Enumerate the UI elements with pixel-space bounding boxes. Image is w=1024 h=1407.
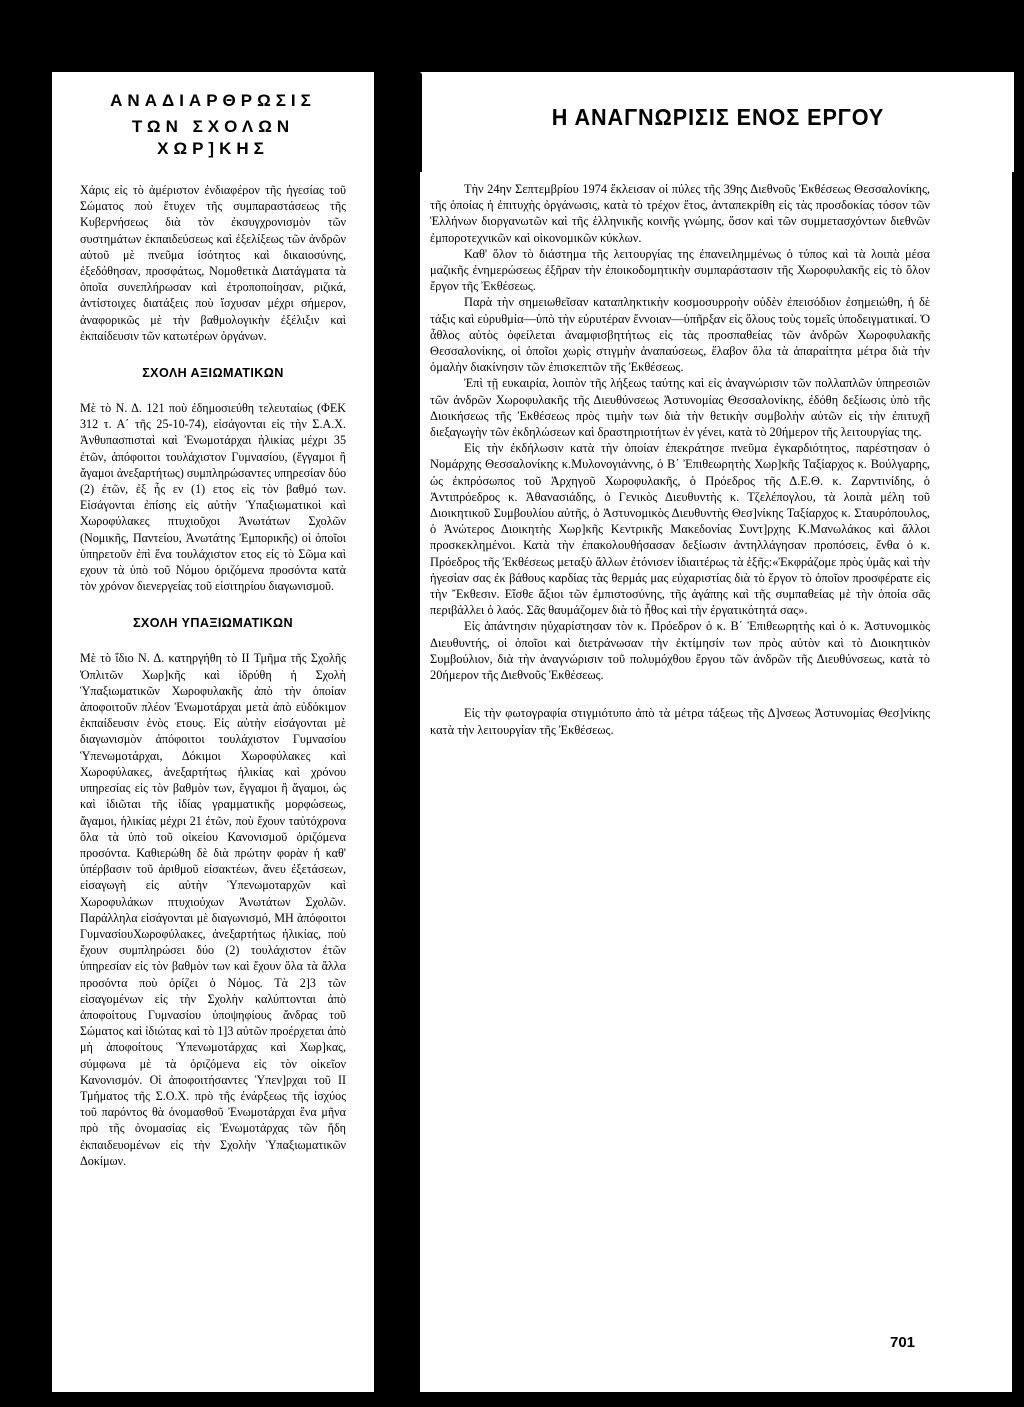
article-paragraph: Ἐπὶ τῇ ευκαιρία, λοιπὸν τῆς λήξεως ταύτης καὶ εἰς ἀναγνώρισιν τῶν πολλαπλῶν ὑπηρεσιῶν τῶν ἀνδρῶν Χωροφυλακῆς τῆς Διευθύνσεως Ἀστυνομίας Θεσσαλονίκης, ἐδόθη δεξίωσις ὑπὸ τῆς Διοικήσεως τῆς Ἐκθέσεως πρὸς τιμὴν των διὰ τὴν θετικὴν συμβολὴν αὐτῶν εἰς τὴν ἐπιτυχῆ διεξαγωγὴν τῶν ἐκδηλώσεων καὶ δραστηριοτήτων ἐν γένει, κατὰ τὸ 20ήμερον τῆς λειτουργίας της. [430,376,930,440]
article-body [430,181,930,738]
heading-nco-school: ΣΧΟΛΗ ΥΠΑΞΙΩΜΑΤΙΚΩΝ [132,616,294,631]
article-paragraph: Εἰς τὴν ἐκδήλωσιν κατὰ τὴν ὁποίαν ἐπεκράτησε πνεῦμα ἐγκαρδιότητος, παρέστησαν ὁ Νομάρχης Θεσσαλονίκης κ.Μυλονογιάννης, ὁ Β΄ Ἐπιθεωρητὴς Χωρ]κῆς Ταξίαρχος κ. Βούλγαρης, ὡς ἐκπρόσωπος τοῦ Ἀρχηγοῦ Χωροφυλακῆς, ὁ Πρόεδρος τῆς Δ.Ε.Θ. κ. Ζαρντινίδης, ὁ Ἀντιπρόεδρος κ. Ἀθανασιάδης, ὁ Γενικὸς Διευθυντὴς κ. Τζελέπογλου, τὰ λοιπὰ μέλη τοῦ Διοικητικοῦ Συμβουλίου αὐτῆς, ὁ Ἀστυνομικὸς Διευθυντὴς Θεσ]νίκης Ταξίαρχος κ. Σταυρόπουλος, ὁ Ἀνώτερος Διοικητὴς Χωρ]κῆς Κεντρικῆς Μακεδονίας Συντ]ρχης Κ.Μανωλάκος καὶ ἄλλοι προσκεκλημένοι. Κατὰ τὴν ἐπακολουθήσασαν δεξίωσιν ἀντηλλάγησαν προπόσεις, ἔνθα ὁ κ. Πρόεδρος τῆς Ἐκθέσεως μεταξὺ ἄλλων ἐτόνισεν ἰδιαιτέρως τὰ ἑξῆς:«Ἐκφράζομε πρὸς ὑμᾶς καὶ τὴν ἡγεσίαν σας ἐκ βάθους καρδίας τὰς θερμάς μας εὐχαριστίας διὰ τὸ ἔργον τὸ ὁποῖον προσφέρατε εἰς τὴν Ἔκθεσιν. Εἴσθε ἄξιοι τῶν ἐμπιστοσύνης, τῆς ἀγάπης καὶ τῆς συμπαθείας μὲ τὴν ὁποία σᾶς περιβάλλει ὁ λαός. Σᾶς θαυμάζομεν διὰ τὸ ἦθος καὶ τὴν ἐργατικότητά σας». [430,441,930,618]
article-paragraph: Καθ' ὅλον τὸ διάστημα τῆς λειτουργίας της ἐπανειλημμένως ὁ τύπος καὶ τὰ λοιπὰ μέσα μαζικῆς ἐνημερώσεως ἐξῆραν τὴν ἐποικοδομητικὴν συμπαράστασιν τῆς Χωροφυλακῆς εἰς τὸ ὅλον ἔργον τῆς Ἐκθέσεως. [430,246,930,294]
article-paragraph: Τὴν 24ην Σεπτεμβρίου 1974 ἔκλεισαν οἱ πύλες τῆς 39ης Διεθνοῦς Ἐκθέσεως Θεσσαλονίκης, τῆς ὁποίας ἡ ἐπιτυχὴς ὀργάνωσις, κατὰ τὸ τρέχον ἔτος, ἀνταπεκρίθη εἰς τὰς προσδοκίας τόσον τῶν Ἑλλήνων διοργανωτῶν καὶ τῆς ἑλληνικῆς κοινῆς γνώμης, ὅσον καὶ τῶν συμμετασχόντων διεθνῶν ἐμποροτεχνικῶν καὶ οἰκονομικῶν κύκλων. [430,182,930,245]
heading-officers-school: ΣΧΟΛΗ ΑΞΙΩΜΑΤΙΚΩΝ [142,366,284,381]
article-title-box [420,72,1014,172]
left-intro-paragraph: Χάρις εἰς τὸ ἀμέριστον ἐνδιαφέρον τῆς ἡγεσίας τοῦ Σώματος ποὺ ἔτυχεν τῆς συμπαραστάσεως τῆς Κυβερνήσεως διὰ τὸν ἐκσυγχρονισμὸν τῶν συστημάτων ἐκπαιδεύσεως καὶ ἐξελίξεως τῶν ἀνδρῶν αὐτοῦ μὲ πνεῦμα ἰσότητος καὶ δικαιοσύνης, ἐξεδόθησαν, προσφάτως, Νομοθετικὰ Διατάγματα τὰ ὁποῖα συνεπλήρωσαν καὶ ἐτροποποίησαν, ριζικά, ἀντίστοιχες διατάξεις ποὺ ἴσχυσαν μέχρι σήμερον, ἀναφορικῶς μὲ τὴν βαθμολογικὴν ἐξέλιξιν καὶ ἐκπαίδευσιν τῶν κατωτέρων ὀργάνων. [80,183,346,343]
nco-school-paragraph: Μὲ τὸ ἴδιο Ν. Δ. κατηργήθη τὸ ΙΙ Τμῆμα τῆς Σχολῆς Ὁπλιτῶν Χωρ]κῆς καὶ ἱδρύθη ἡ Σχολὴ Ὑπαξιωματικῶν Χωροφυλακῆς ἀπὸ τὴν ὁποίαν ἀποφοιτοῦν πλέον Ἐνωμοτάρχαι μετὰ ἀπὸ εὐδόκιμον ἐκπαίδευσιν ἑνὸς ετους. Εἰς αὐτὴν εἰσάγονται μὲ διαγωνισμὸν ἀπόφοιτοι τουλάχιστον Γυμνασίου Ὑπενωμοτάρχαι, Δόκιμοι Χωροφύλακες καὶ Χωροφύλακες, ἀνεξαρτήτως ἡλικίας καὶ χρόνου υπηρεσίας εἰς τὸν βαθμὸν των, ἔγγαμοι ἢ ἄγαμοι, ὡς καὶ ἰδιῶται τῆς ἰδίας γραμματικῆς μορφώσεως, ἄγαμοι, ἡλικίας μέχρι 21 ἐτῶν, ποὺ ἔχουν ταὐτόχρονα ὅλα τὰ ὑπὸ τοῦ οἰκείου Κανονισμοῦ ὁριζόμενα προσόντα. Καθιερώθη δὲ διὰ πρώτην φορὰν ἡ καθ' ὑπέρβασιν τοῦ ἀριθμοῦ εἰσακτέων, ἄνευ ἐξετάσεων, εἰσαγωγὴ εἰς αὐτὴν Ὑπενωμοταρχῶν καὶ Χωροφυλάκων πτυχιούχων Ἀνωτάτων Σχολῶν. Παράλληλα εἰσάγονται μὲ διαγωνισμό, ΜΗ ἀπόφοιτοι ΓυμνασίουΧωροφύλακες, ἀνεξαρτήτως ἡλικίας, ποὺ ἔχουν συμπληρώσει δύο (2) τουλάχιστον ἐτῶν ὑπηρεσίαν εἰς τὸν βαθμὸν των καὶ ἔχουν ὅλα τὰ ἄλλα προσόντα ποὺ ὁρίζει ὁ Νόμος. Τὰ 2]3 τῶν εἰσαγομένων εἰς τὴν Σχολὴν καλύπτονται ἀπὸ ἀποφοίτους Γυμνασίου ὑποψηφίους ἄνδρας τοῦ Σώματος καὶ ἰδιώτας καὶ τὸ 1]3 αὐτῶν προέρχεται ἀπὸ μὴ ἀποφοίτους Ὑπενωμοτάρχας καὶ Χωρ]κας, σύμφωνα μὲ τὰ ὁριζόμενα εἰς τὸν οἰκεῖον Κανονισμόν. Οἱ ἀποφοιτήσαντες Ὑπεν]ρχαι τοῦ ΙΙ Τμήματος τῆς Σ.Ο.Χ. πρὸ τῆς ἐνάρξεως τῆς ἰσχύος τοῦ παρόντος θὰ ὀνομασθοῦ Ἐνωμοτάρχαι ἕνα μῆνα πρὸ τῆς ὀνομασίας εἰς Ἐνωμοτάρχας τῶν ἤδη ἐκπαιδευομένων εἰς τὴν Σχολὴν Ὑπαξιωματικῶν Δοκίμων. [80,651,346,1168]
photo-caption: Εἰς τὴν φωτογραφία στιγμιότυπο ἀπὸ τὰ μέτρα τάξεως τῆς Δ]νσεως Ἀστυνομίας Θεσ]νίκης κατὰ τὴν λειτουργίαν τῆς Ἐκθέσεως. [430,706,930,737]
left-title-line-2: ΤΩΝ ΣΧΟΛΩΝ ΧΩΡ]ΚΗΣ [131,117,295,158]
article-paragraph: Εἰς ἀπάντησιν ηὐχαρίστησαν τὸν κ. Πρόεδρον ὁ κ. Β΄ Ἐπιθεωρητὴς καὶ ὁ κ. Ἀστυνομικὸς Διευθυντής, οἱ ὁποῖοι καὶ διετράνωσαν τὴν ἐκτίμησίν των πρὸς αὐτὸν καὶ τὸ Διοικητικὸν Συμβούλιον, διὰ τὴν ἀναγνώρισιν τοῦ πολυμόχθου ἔργου τῶν ἀνδρῶν τῆς Διευθύνσεως, κατὰ τὸ 20ήμερον τῆς Διεθνοῦς Ἐκθέσεως. [430,619,930,683]
officers-school-paragraph: Μὲ τὸ Ν. Δ. 121 ποὺ ἐδημοσιεύθη τελευταίως (ΦΕΚ 312 τ. Α΄ τῆς 25-10-74), εἰσάγονται εἰς τὴν Σ.Α.Χ. Ἀνθυπασπισταὶ καὶ Ἐνωμοτάρχαι ἡλικίας μέχρι 35 ἐτῶν, ἀπόφοιτοι τουλάχιστον Γυμνασίου, (ἔγγαμοι ἢ ἄγαμοι ἀνεξαρτήτως) συμπληρώσαντες υπηρεσίαν δύο (2) ἐτῶν, ἐξ ἧς εν (1) ετος εἰς τὸν βαθμό των. Εἰσάγονται ἐπίσης εἰς αὐτὴν Ὑπαξιωματικοὶ καὶ Χωροφύλακες πτυχιοῦχοι Ἀνωτάτων Σχολῶν (Νομικῆς, Παντείου, Ἀνωτάτης Ἐμπορικῆς) οἱ ὁποῖοι ὑπηρετοῦν ἐπὶ ἕνα τουλάχιστον ετος εἰς τὸ Σῶμα καὶ εχουν τὰ ὑπὸ τοῦ Νόμου ὁριζόμενα προσόντα κατὰ τὸν χρόνον διενεργείας τοῦ εἰσιτηρίου διαγωνισμοῦ. [80,401,346,594]
left-column [50,72,374,1392]
article-title: Η ΑΝΑΓΝΩΡΙΣΙΣ ΕΝΟΣ ΕΡΓΟΥ [551,104,885,130]
left-title-line-1: ΑΝΑΔΙΑΡΘΡΩΣΙΣ [110,91,316,110]
page-number: 701 [890,1334,916,1351]
right-column [420,72,1012,1392]
article-paragraph: Παρὰ τὴν σημειωθεῖσαν καταπληκτικὴν κοσμοσυρροὴν οὐδὲν ἐπεισόδιον ἐσημειώθη, ἡ δὲ τάξις καὶ εὐρυθμία—ὑπὸ τὴν εὐρυτέραν ἔννοιαν—ὑπῆρξαν εἰς ὅλους τοὺς τομεῖς ὑποδειγματικαί. Ὁ ἆθλος αὐτὸς ὀφείλεται ἀναμφισβητήτως εἰς τὰς προσπαθείας τῶν ἀνδρῶν Χωροφυλακῆς Θεσσαλονίκης, οἱ ὁποῖοι χωρὶς στιγμὴν ἀναπαύσεως, ἔλαβον ὅλα τὰ ἀπαραίτητα μέτρα διὰ τὴν ὁμαλὴν διακίνησιν τῶν ἐπισκεπτῶν τῆς Ἐκθέσεως. [430,295,930,375]
left-column-content [80,72,346,1169]
